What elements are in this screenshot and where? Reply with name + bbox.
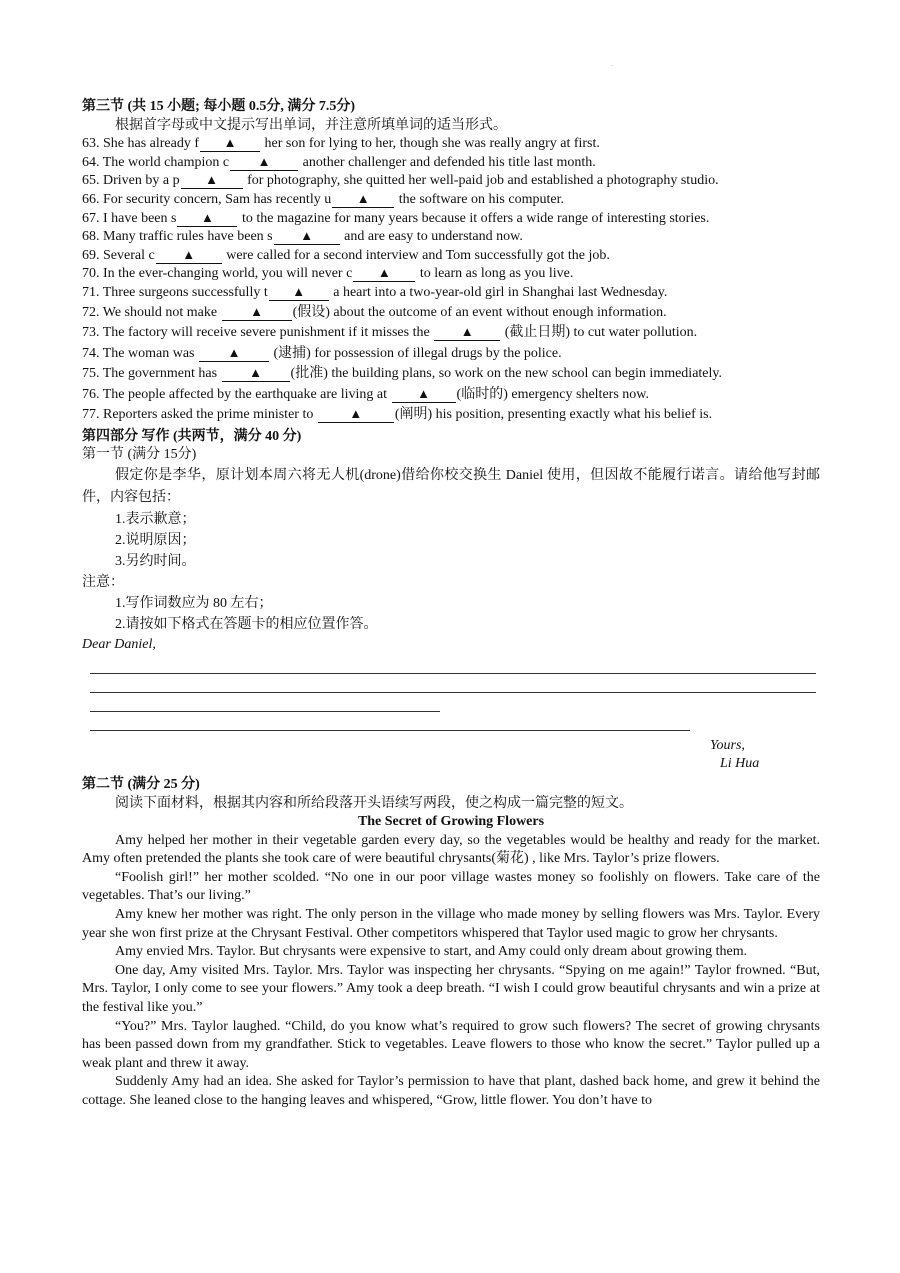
question-text-tail: to the magazine for many years because it offers a wide range of interesting stories. (238, 210, 710, 226)
question-68 (82, 228, 820, 247)
triangle-marker-icon: ▲ (257, 153, 271, 169)
answer-blank[interactable] (222, 304, 292, 321)
question-69 (82, 247, 820, 266)
story-paragraph: Suddenly Amy had an idea. She asked for Taylor’s permission to have that plant, dashed back home, and grew it behind the cottage. She leaned close to the hanging leaves and whispered, “Grow, little flower. You don’t have to (82, 1074, 820, 1108)
note-1: 1.写作词数应为 80 左右； (115, 595, 273, 611)
question-text: 63. She has already f (82, 136, 200, 152)
story-paragraph: “You?” Mrs. Taylor laughed. “Child, do you know what’s required to grow such flowers? The secret of growing chrysants has been passed down from my grandfather. Stick to vegetables. Leave flowers to those who know the secret.” Taylor pulled up a weak plant and threw it away. (82, 1018, 820, 1071)
question-72 (82, 303, 820, 324)
triangle-marker-icon: ▲ (249, 365, 262, 381)
question-67 (82, 210, 820, 229)
triangle-marker-icon: ▲ (300, 228, 314, 244)
answer-blank[interactable] (274, 228, 340, 245)
section2-instruction: 阅读下面材料，根据其内容和所给段落开头语续写两段，使之构成一篇完整的短文。 (115, 795, 633, 811)
triangle-marker-icon: ▲ (227, 344, 241, 360)
question-text: 68. Many traffic rules have been s (82, 229, 273, 245)
section2-heading: 第二节 (满分 25 分) (82, 776, 200, 792)
question-list (82, 135, 820, 425)
question-70 (82, 265, 820, 284)
signature: Li Hua (720, 756, 760, 772)
writing-prompt: 假定你是李华，原计划本周六将无人机(drone)借给你校交换生 Daniel 使用，但因故不能履行诺言。请给他写封邮件，内容包括： (82, 467, 820, 505)
question-75 (82, 364, 820, 385)
question-63 (82, 135, 820, 154)
section3-heading: 第三节 (共 15 小题; 每小题 0.5分, 满分 7.5分) (82, 99, 355, 114)
answer-blank[interactable] (434, 324, 500, 341)
triangle-marker-icon: ▲ (417, 385, 430, 401)
question-text: 65. Driven by a p (82, 173, 180, 189)
question-text-tail: another challenger and defended his title last month. (299, 154, 596, 170)
answer-blank[interactable] (200, 135, 260, 152)
point-1: 1.表示歉意； (115, 511, 196, 527)
question-71 (82, 284, 820, 303)
exam-page (82, 98, 820, 1111)
question-text-tail: for photography, she quitted her well-paid job and established a photography studio. (243, 173, 719, 189)
story-body (82, 832, 820, 1111)
question-text: 75. The government has (82, 366, 221, 382)
question-text: 70. In the ever-changing world, you will never c (82, 266, 353, 282)
salutation: Dear Daniel, (82, 636, 156, 652)
triangle-marker-icon: ▲ (460, 324, 474, 340)
question-64 (82, 154, 820, 173)
triangle-marker-icon: ▲ (250, 303, 264, 319)
answer-line-1[interactable] (90, 655, 816, 674)
story-paragraph: Amy knew her mother was right. The only person in the village who made money by selling flowers was Mrs. Taylor. Every year she won first prize at the Chrysant Festival. Other competitors whispered that Taylor used magic to grow her chrysants. (82, 907, 820, 941)
question-text-tail: (批准) the building plans, so work on the new school can begin immediately. (290, 366, 722, 382)
answer-blank[interactable] (199, 345, 269, 362)
question-text-tail: the software on his computer. (395, 191, 564, 207)
question-text: 64. The world champion c (82, 154, 230, 170)
question-text: 72. We should not make (82, 304, 221, 320)
question-text-tail: a heart into a two-year-old girl in Shanghai last Wednesday. (329, 284, 668, 300)
question-73 (82, 323, 820, 344)
answer-blank[interactable] (269, 284, 329, 301)
closing: Yours, (710, 737, 745, 753)
question-text: 67. I have been s (82, 210, 177, 226)
question-65 (82, 172, 820, 191)
answer-line-2[interactable] (90, 674, 816, 693)
question-text: 73. The factory will receive severe punishment if it misses the (82, 325, 434, 341)
answer-blank[interactable] (392, 386, 456, 403)
story-paragraph: Amy envied Mrs. Taylor. But chrysants were expensive to start, and Amy could only dream about growing them. (115, 944, 748, 960)
question-text-tail: (临时的) emergency shelters now. (456, 386, 649, 402)
question-text-tail: to learn as long as you live. (416, 266, 574, 282)
question-text: 66. For security concern, Sam has recently u (82, 191, 332, 207)
question-66 (82, 191, 820, 210)
story-title: The Secret of Growing Flowers (357, 814, 545, 830)
triangle-marker-icon: ▲ (292, 283, 306, 299)
story-paragraph: “Foolish girl!” her mother scolded. “No one in our poor village wastes money so foolishly on flowers. Take care of the vegetables. That’s our living.” (82, 869, 820, 904)
note-2: 2.请按如下格式在答题卡的相应位置作答。 (115, 616, 378, 632)
story-paragraph: One day, Amy visited Mrs. Taylor. Mrs. Taylor was inspecting her chrysants. “Spying on me again!” Taylor frowned. “But, Mrs. Taylor, I only come to see your flowers.” Amy took a deep breath. “I wish I could grow beautiful chrysants and win a prize at the festival like you.” (82, 962, 820, 1016)
answer-blank[interactable] (222, 365, 290, 382)
section3-instruction: 根据首字母或中文提示写出单词，并注意所填单词的适当形式。 (115, 117, 507, 133)
triangle-marker-icon: ▲ (182, 246, 196, 262)
answer-blank[interactable] (332, 191, 394, 208)
question-text-tail: were called for a second interview and Tom successfully got the job. (222, 247, 610, 263)
question-77 (82, 405, 820, 426)
triangle-marker-icon: ▲ (205, 172, 219, 188)
question-text-tail: (逮捕) for possession of illegal drugs by the police. (270, 345, 562, 361)
triangle-marker-icon: ▲ (201, 209, 214, 225)
question-text: 69. Several c (82, 247, 155, 263)
answer-blank[interactable] (318, 406, 394, 423)
note-label: 注意： (82, 574, 124, 590)
question-text: 74. The woman was (82, 345, 198, 361)
question-text-tail: her son for lying to her, though she was really angry at first. (261, 136, 600, 152)
answer-line-3[interactable] (90, 693, 440, 712)
question-text-tail: (假设) about the outcome of an event without enough information. (292, 304, 667, 320)
answer-blank[interactable] (177, 210, 237, 227)
answer-line-4[interactable] (90, 712, 690, 731)
triangle-marker-icon: ▲ (356, 190, 370, 206)
question-text: 77. Reporters asked the prime minister to (82, 407, 317, 423)
corner-mark: . (612, 62, 614, 68)
triangle-marker-icon: ▲ (349, 406, 363, 422)
part4-heading: 第四部分 写作 (共两节，满分 40 分) (82, 428, 302, 444)
question-text-tail: and are easy to understand now. (340, 229, 523, 245)
question-text: 71. Three surgeons successfully t (82, 284, 268, 300)
point-3: 3.另约时间。 (115, 553, 196, 569)
answer-blank[interactable] (230, 154, 298, 171)
question-text: 76. The people affected by the earthquake are living at (82, 386, 391, 402)
answer-blank[interactable] (181, 172, 243, 189)
triangle-marker-icon: ▲ (377, 265, 391, 281)
answer-blank[interactable] (353, 265, 415, 282)
story-paragraph: Amy helped her mother in their vegetable garden every day, so the vegetables would be healthy and ready for the market. Amy often pretended the plants she took care of were beautiful chrysants(菊花) , like Mrs. Taylor’s prize flowers. (82, 832, 820, 867)
part4-sec1-heading: 第一节 (满分 15分) (82, 447, 197, 463)
question-text-tail: (阐明) his position, presenting exactly what his belief is. (394, 407, 713, 423)
triangle-marker-icon: ▲ (223, 135, 237, 151)
answer-blank[interactable] (156, 247, 222, 264)
question-74 (82, 344, 820, 365)
question-76 (82, 385, 820, 406)
question-text-tail: (截止日期) to cut water pollution. (501, 325, 698, 341)
point-2: 2.说明原因； (115, 532, 196, 548)
